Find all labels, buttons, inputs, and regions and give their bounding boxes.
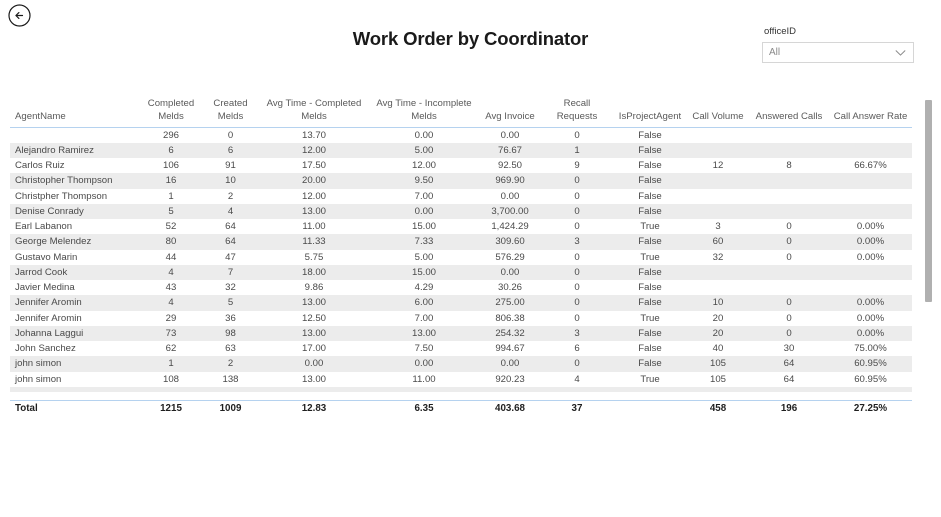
cell-call-answer-rate: 0.00% <box>829 295 912 310</box>
page-title: Work Order by Coordinator <box>352 28 589 49</box>
total-recall-requests: 37 <box>541 401 613 417</box>
total-label: Total <box>10 401 140 417</box>
col-header-call-volume[interactable]: Call Volume <box>687 98 749 128</box>
cell-completed-melds: 29 <box>165 312 177 324</box>
cell-avg-invoice: 76.67 <box>479 143 541 158</box>
table-row-clipped[interactable] <box>10 387 912 392</box>
cell-call-answer-rate <box>829 128 912 143</box>
cell-created-melds: 0 <box>227 129 234 141</box>
cell-recall-requests: 6 <box>574 343 580 355</box>
cell-answered-calls <box>749 204 829 219</box>
data-table-container <box>10 98 922 416</box>
office-id-slicer <box>762 26 914 63</box>
cell-avg-time-incomplete-melds: 7.00 <box>414 312 434 324</box>
total-completed-melds: 1215 <box>140 401 202 417</box>
cell-isprojectagent: True <box>640 221 660 233</box>
cell-avg-invoice: 576.29 <box>495 251 525 263</box>
cell-completed-melds: 16 <box>140 173 202 188</box>
col-header-agentname[interactable]: AgentName <box>10 98 140 128</box>
cell-recall-requests: 0 <box>574 129 580 141</box>
table-header-row <box>10 98 912 128</box>
cell-avg-invoice: 0.00 <box>500 129 520 141</box>
office-id-slicer-label: officeID <box>764 26 797 37</box>
cell-isprojectagent: True <box>640 312 660 324</box>
cell-completed-melds: 43 <box>165 282 177 294</box>
cell-isprojectagent: False <box>613 143 687 158</box>
cell-avg-invoice: 254.32 <box>479 326 541 341</box>
cell-avg-time-incomplete-melds: 7.50 <box>414 343 434 355</box>
cell-recall-requests: 0 <box>574 312 580 324</box>
cell-avg-time-incomplete-melds: 4.29 <box>414 282 434 294</box>
cell-call-volume: 12 <box>712 160 724 172</box>
cell-call-answer-rate: 0.00% <box>856 251 885 263</box>
cell-call-answer-rate <box>829 204 912 219</box>
cell-completed-melds: 296 <box>162 129 179 141</box>
table-row[interactable] <box>10 326 912 341</box>
cell-agentname: john simon <box>10 356 140 371</box>
cell-avg-invoice: 0.00 <box>500 190 520 202</box>
cell-created-melds: 138 <box>222 373 239 385</box>
cell-call-answer-rate: 60.95% <box>829 356 912 371</box>
cell-isprojectagent: True <box>640 251 660 263</box>
cell-avg-invoice: 806.38 <box>495 312 525 324</box>
cell-recall-requests: 4 <box>574 373 580 385</box>
cell-answered-calls <box>749 387 829 392</box>
cell-agentname: Earl Labanon <box>15 221 73 233</box>
cell-created-melds: 2 <box>202 356 259 371</box>
cell-avg-time-completed-melds: 13.70 <box>301 129 326 141</box>
cell-created-melds: 32 <box>225 282 236 294</box>
cell-avg-time-completed-melds: 0.00 <box>259 356 369 371</box>
cell-completed-melds: 1 <box>168 190 174 202</box>
cell-call-volume: 40 <box>712 343 724 355</box>
cell-call-answer-rate: 60.95% <box>854 373 887 385</box>
cell-answered-calls: 0 <box>786 221 792 233</box>
table-row[interactable] <box>10 219 912 234</box>
cell-recall-requests: 0 <box>574 221 580 233</box>
table-body <box>10 128 912 392</box>
col-header-recall-requests[interactable]: Recall Requests <box>541 98 613 128</box>
table-row[interactable] <box>10 372 912 387</box>
total-row <box>10 401 912 417</box>
cell-created-melds: 63 <box>225 343 236 355</box>
cell-created-melds: 98 <box>202 326 259 341</box>
table-row[interactable] <box>10 173 912 188</box>
cell-completed-melds: 62 <box>165 343 177 355</box>
cell-avg-time-incomplete-melds: 11.00 <box>412 373 436 385</box>
table-row[interactable] <box>10 356 912 371</box>
cell-isprojectagent: False <box>638 190 662 202</box>
office-id-dropdown[interactable] <box>762 42 914 63</box>
cell-created-melds: 64 <box>202 234 259 249</box>
cell-avg-invoice: 309.60 <box>479 234 541 249</box>
cell-avg-invoice: 275.00 <box>479 295 541 310</box>
cell-agentname: Johanna Laggui <box>10 326 140 341</box>
cell-answered-calls: 0 <box>749 234 829 249</box>
cell-agentname: Javier Medina <box>15 282 75 294</box>
cell-recall-requests: 0 <box>541 204 613 219</box>
col-header-avg-time-completed-melds[interactable]: Avg Time - Completed Melds <box>259 98 369 128</box>
cell-created-melds: 4 <box>202 204 259 219</box>
cell-avg-time-incomplete-melds: 7.00 <box>414 190 434 202</box>
cell-agentname: Christpher Thompson <box>15 190 108 202</box>
cell-call-volume <box>687 128 749 143</box>
cell-agentname: Carlos Ruiz <box>15 160 65 172</box>
cell-avg-invoice: 30.26 <box>497 282 522 294</box>
cell-agentname: George Melendez <box>10 234 140 249</box>
cell-created-melds: 64 <box>225 221 236 233</box>
cell-call-volume: 10 <box>687 295 749 310</box>
cell-created-melds: 36 <box>225 312 236 324</box>
col-header-avg-time-incomplete-melds[interactable]: Avg Time - Incomplete Melds <box>369 98 479 128</box>
cell-created-melds: 47 <box>225 251 236 263</box>
cell-answered-calls: 64 <box>749 356 829 371</box>
cell-avg-time-completed-melds: 12.00 <box>259 143 369 158</box>
cell-agentname: Gustavo Marin <box>15 251 78 263</box>
table-header <box>10 98 912 128</box>
cell-avg-time-incomplete-melds: 6.00 <box>369 295 479 310</box>
table-row[interactable] <box>10 128 912 143</box>
office-id-selected-value: All <box>769 47 781 58</box>
cell-avg-time-completed-melds: 13.00 <box>259 295 369 310</box>
cell-avg-invoice <box>479 387 541 392</box>
cell-avg-time-incomplete-melds: 12.00 <box>411 160 436 172</box>
cell-agentname: Jennifer Aromin <box>15 312 82 324</box>
cell-avg-time-completed-melds <box>259 387 369 392</box>
col-header-answered-calls[interactable]: Answered Calls <box>749 98 829 128</box>
cell-avg-time-incomplete-melds: 0.00 <box>414 129 434 141</box>
cell-answered-calls: 0 <box>749 295 829 310</box>
total-created-melds: 1009 <box>202 401 259 417</box>
cell-call-answer-rate <box>829 387 912 392</box>
cell-call-volume <box>687 265 749 280</box>
cell-answered-calls <box>749 128 829 143</box>
cell-avg-time-completed-melds: 11.00 <box>302 221 326 233</box>
cell-created-melds: 7 <box>202 265 259 280</box>
cell-completed-melds: 1 <box>140 356 202 371</box>
cell-call-answer-rate <box>829 280 912 295</box>
cell-call-volume: 20 <box>687 326 749 341</box>
cell-isprojectagent: False <box>613 265 687 280</box>
cell-avg-invoice: 994.67 <box>495 343 525 355</box>
cell-avg-invoice: 1,424.29 <box>491 221 529 233</box>
cell-avg-time-incomplete-melds: 15.00 <box>369 265 479 280</box>
cell-answered-calls <box>749 143 829 158</box>
cell-call-answer-rate: 0.00% <box>856 221 885 233</box>
cell-recall-requests: 0 <box>574 282 580 294</box>
cell-agentname: Jarrod Cook <box>10 265 140 280</box>
table-row[interactable] <box>10 234 912 249</box>
cell-avg-time-completed-melds: 9.86 <box>304 282 324 294</box>
cell-isprojectagent: False <box>613 356 687 371</box>
cell-avg-time-incomplete-melds: 9.50 <box>369 173 479 188</box>
cell-call-volume: 3 <box>715 221 721 233</box>
cell-call-volume <box>687 280 749 295</box>
cell-avg-time-completed-melds: 18.00 <box>259 265 369 280</box>
cell-answered-calls <box>749 265 829 280</box>
cell-call-answer-rate <box>829 265 912 280</box>
cell-answered-calls <box>749 189 829 204</box>
cell-call-volume <box>687 204 749 219</box>
cell-avg-time-incomplete-melds: 5.00 <box>414 251 434 263</box>
cell-isprojectagent: False <box>613 173 687 188</box>
cell-isprojectagent: False <box>638 343 662 355</box>
cell-isprojectagent: False <box>613 326 687 341</box>
cell-avg-time-incomplete-melds: 0.00 <box>369 204 479 219</box>
cell-call-answer-rate: 0.00% <box>856 312 885 324</box>
col-header-call-answer-rate[interactable]: Call Answer Rate <box>829 98 912 128</box>
cell-call-volume <box>687 387 749 392</box>
cell-avg-time-incomplete-melds <box>369 387 479 392</box>
cell-created-melds: 5 <box>202 295 259 310</box>
back-arrow-circle-icon[interactable] <box>7 3 32 28</box>
cell-answered-calls: 0 <box>786 251 792 263</box>
cell-completed-melds: 106 <box>162 160 179 172</box>
cell-recall-requests: 0 <box>541 173 613 188</box>
cell-avg-invoice: 0.00 <box>479 265 541 280</box>
cell-isprojectagent: False <box>638 129 662 141</box>
cell-call-volume: 60 <box>687 234 749 249</box>
cell-answered-calls: 0 <box>749 326 829 341</box>
cell-avg-invoice: 3,700.00 <box>479 204 541 219</box>
total-avg-time-incomplete: 6.35 <box>369 401 479 417</box>
cell-recall-requests: 9 <box>574 160 580 172</box>
cell-completed-melds: 52 <box>165 221 177 233</box>
cell-answered-calls <box>749 173 829 188</box>
cell-completed-melds: 6 <box>140 143 202 158</box>
table-row[interactable] <box>10 143 912 158</box>
cell-avg-invoice: 969.90 <box>479 173 541 188</box>
col-header-isprojectagent[interactable]: IsProjectAgent <box>613 98 687 128</box>
cell-call-answer-rate: 0.00% <box>829 326 912 341</box>
total-avg-invoice: 403.68 <box>479 401 541 417</box>
cell-answered-calls <box>749 280 829 295</box>
cell-completed-melds: 44 <box>165 251 177 263</box>
cell-avg-time-incomplete-melds: 7.33 <box>369 234 479 249</box>
cell-avg-invoice: 920.23 <box>495 373 525 385</box>
cell-avg-invoice: 0.00 <box>479 356 541 371</box>
cell-created-melds: 91 <box>225 160 236 172</box>
total-table <box>10 400 912 417</box>
cell-created-melds: 6 <box>202 143 259 158</box>
cell-avg-time-incomplete-melds: 5.00 <box>369 143 479 158</box>
cell-call-answer-rate <box>829 189 912 204</box>
cell-call-volume: 105 <box>687 356 749 371</box>
cell-recall-requests: 0 <box>574 251 580 263</box>
cell-recall-requests: 3 <box>541 326 613 341</box>
cell-avg-time-completed-melds: 13.00 <box>259 326 369 341</box>
cell-avg-time-incomplete-melds: 15.00 <box>411 221 436 233</box>
cell-recall-requests: 0 <box>541 356 613 371</box>
cell-recall-requests: 0 <box>541 295 613 310</box>
cell-call-volume <box>687 143 749 158</box>
cell-recall-requests <box>541 387 613 392</box>
total-answered-calls: 196 <box>749 401 829 417</box>
cell-call-volume <box>687 189 749 204</box>
cell-avg-time-completed-melds: 17.50 <box>301 160 326 172</box>
cell-call-answer-rate <box>829 173 912 188</box>
cell-call-volume <box>687 173 749 188</box>
col-header-avg-invoice[interactable]: Avg Invoice <box>479 98 541 128</box>
cell-call-volume: 105 <box>709 373 726 385</box>
table-row[interactable] <box>10 265 912 280</box>
cell-isprojectagent: False <box>638 160 662 172</box>
cell-avg-time-completed-melds: 5.75 <box>304 251 324 263</box>
cell-agentname <box>10 128 140 143</box>
cell-created-melds: 10 <box>202 173 259 188</box>
cell-answered-calls: 64 <box>783 373 795 385</box>
cell-agentname: Denise Conrady <box>10 204 140 219</box>
total-call-volume: 458 <box>687 401 749 417</box>
cell-completed-melds: 80 <box>140 234 202 249</box>
cell-completed-melds: 4 <box>140 265 202 280</box>
cell-avg-invoice: 92.50 <box>497 160 522 172</box>
table-row[interactable] <box>10 295 912 310</box>
cell-avg-time-incomplete-melds: 13.00 <box>369 326 479 341</box>
cell-completed-melds: 108 <box>162 373 179 385</box>
cell-isprojectagent: False <box>613 295 687 310</box>
cell-recall-requests: 1 <box>541 143 613 158</box>
table-row[interactable] <box>10 280 912 295</box>
cell-avg-time-completed-melds: 13.00 <box>301 373 326 385</box>
cell-avg-time-completed-melds: 12.50 <box>301 312 326 324</box>
cell-call-answer-rate: 66.67% <box>854 160 887 172</box>
cell-recall-requests: 0 <box>574 190 580 202</box>
cell-agentname: john simon <box>15 373 62 385</box>
cell-recall-requests: 3 <box>541 234 613 249</box>
total-call-answer-rate: 27.25% <box>829 401 912 417</box>
col-header-created-melds[interactable]: Created Melds <box>202 98 259 128</box>
cell-answered-calls: 30 <box>783 343 795 355</box>
table-row[interactable] <box>10 250 912 265</box>
cell-avg-time-incomplete-melds: 0.00 <box>369 356 479 371</box>
cell-agentname <box>10 387 140 392</box>
cell-avg-time-completed-melds: 11.33 <box>259 234 369 249</box>
cell-isprojectagent: False <box>613 204 687 219</box>
cell-avg-time-completed-melds: 13.00 <box>259 204 369 219</box>
cell-completed-melds: 4 <box>140 295 202 310</box>
data-table <box>10 98 912 392</box>
cell-isprojectagent: False <box>638 282 662 294</box>
cell-call-answer-rate <box>829 143 912 158</box>
cell-completed-melds: 5 <box>140 204 202 219</box>
cell-agentname: Alejandro Ramirez <box>10 143 140 158</box>
table-row[interactable] <box>10 189 912 204</box>
cell-recall-requests: 0 <box>541 265 613 280</box>
cell-agentname: Jennifer Aromin <box>10 295 140 310</box>
cell-agentname: John Sanchez <box>15 343 76 355</box>
cell-answered-calls: 8 <box>786 160 792 172</box>
vertical-scrollbar-thumb[interactable] <box>925 100 932 302</box>
cell-created-melds: 2 <box>227 190 234 202</box>
cell-call-answer-rate: 75.00% <box>854 343 887 355</box>
cell-isprojectagent: True <box>640 373 660 385</box>
cell-isprojectagent <box>613 387 687 392</box>
cell-avg-time-completed-melds: 20.00 <box>259 173 369 188</box>
table-row[interactable] <box>10 158 912 173</box>
chevron-down-icon[interactable] <box>895 49 906 56</box>
col-header-completed-melds[interactable]: Completed Melds <box>140 98 202 128</box>
table-row[interactable] <box>10 311 912 326</box>
cell-agentname: Christopher Thompson <box>10 173 140 188</box>
cell-completed-melds: 73 <box>140 326 202 341</box>
cell-avg-time-completed-melds: 17.00 <box>301 343 326 355</box>
total-isprojectagent <box>613 401 687 417</box>
cell-completed-melds <box>140 387 202 392</box>
cell-call-volume: 32 <box>712 251 724 263</box>
table-row[interactable] <box>10 204 912 219</box>
total-avg-time-completed: 12.83 <box>259 401 369 417</box>
cell-isprojectagent: False <box>613 234 687 249</box>
cell-created-melds <box>202 387 259 392</box>
table-row[interactable] <box>10 341 912 356</box>
cell-call-answer-rate: 0.00% <box>829 234 912 249</box>
cell-answered-calls: 0 <box>786 312 792 324</box>
table-total-row-container <box>10 400 912 417</box>
cell-call-volume: 20 <box>712 312 724 324</box>
cell-avg-time-completed-melds: 12.00 <box>301 190 326 202</box>
